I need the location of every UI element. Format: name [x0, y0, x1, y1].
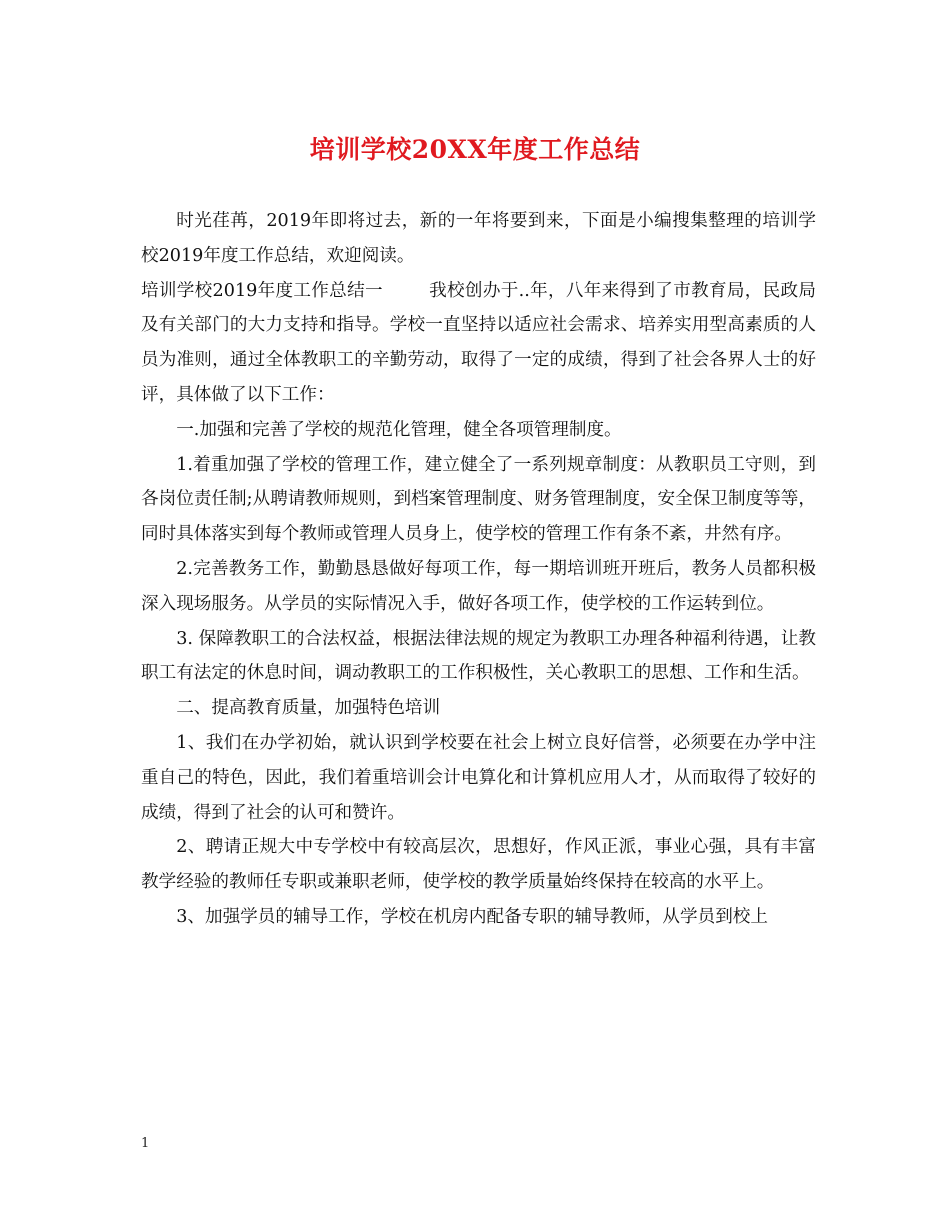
intro-paragraph: 时光荏苒，2019年即将过去，新的一年将要到来，下面是小编搜集整理的培训学校2019年度工作总结，欢迎阅读。: [141, 211, 816, 266]
paragraph-1-3: 3. 保障教职工的合法权益，根据法律法规的规定为教职工办理各种福利待遇，让教职工有法定的休息时间，调动教职工的工作积极性，关心教职工的思想、工作和生活。: [141, 628, 816, 684]
paragraph-2-3: 3、加强学员的辅导工作，学校在机房内配备专职的辅导教师，从学员到校上: [176, 906, 768, 927]
section-text: 我校创办于..年，八年来得到了市教育局，民政局及有关部门的大力支持和指导。学校一直坚持以适应社会需求、培养实用型高素质的人员为准则，通过全体教职工的辛勤劳动，取得了一定的成绩，得到了社会各界人士的好评，具体做了以下工作：: [141, 280, 817, 405]
heading-one: 一.加强和完善了学校的规范化管理，健全各项管理制度。: [176, 419, 622, 440]
heading-two: 二、提高教育质量，加强特色培训: [176, 698, 441, 719]
paragraph-1-1: 1.着重加强了学校的管理工作，建立健全了一系列规章制度：从教职员工守则，到各岗位责任制;从聘请教师规则，到档案管理制度、财务管理制度，安全保卫制度等等，同时具体落实到每个教师或管理人员身上，使学校的管理工作有条不紊，井然有序。: [141, 454, 816, 545]
page-number: 1: [141, 1136, 150, 1151]
paragraph-1-2: 2.完善教务工作，勤勤恳恳做好每项工作，每一期培训班开班后，教务人员都积极深入现场服务。从学员的实际情况入手，做好各项工作，使学校的工作运转到位。: [141, 558, 816, 614]
document-title: 培训学校20XX年度工作总结: [309, 135, 641, 164]
section-heading: 培训学校2019年度工作总结一: [141, 280, 383, 301]
paragraph-2-1: 1、我们在办学初始，就认识到学校要在社会上树立良好信誉，必须要在办学中注重自己的特色，因此，我们着重培训会计电算化和计算机应用人才，从而取得了较好的成绩，得到了社会的认可和赞许。: [141, 732, 816, 823]
document-body: [141, 204, 816, 935]
paragraph-2-2: 2、聘请正规大中专学校中有较高层次，思想好，作风正派，事业心强，具有丰富教学经验的教师任专职或兼职老师，使学校的教学质量始终保持在较高的水平上。: [141, 837, 816, 893]
section-paragraph: [141, 274, 816, 413]
